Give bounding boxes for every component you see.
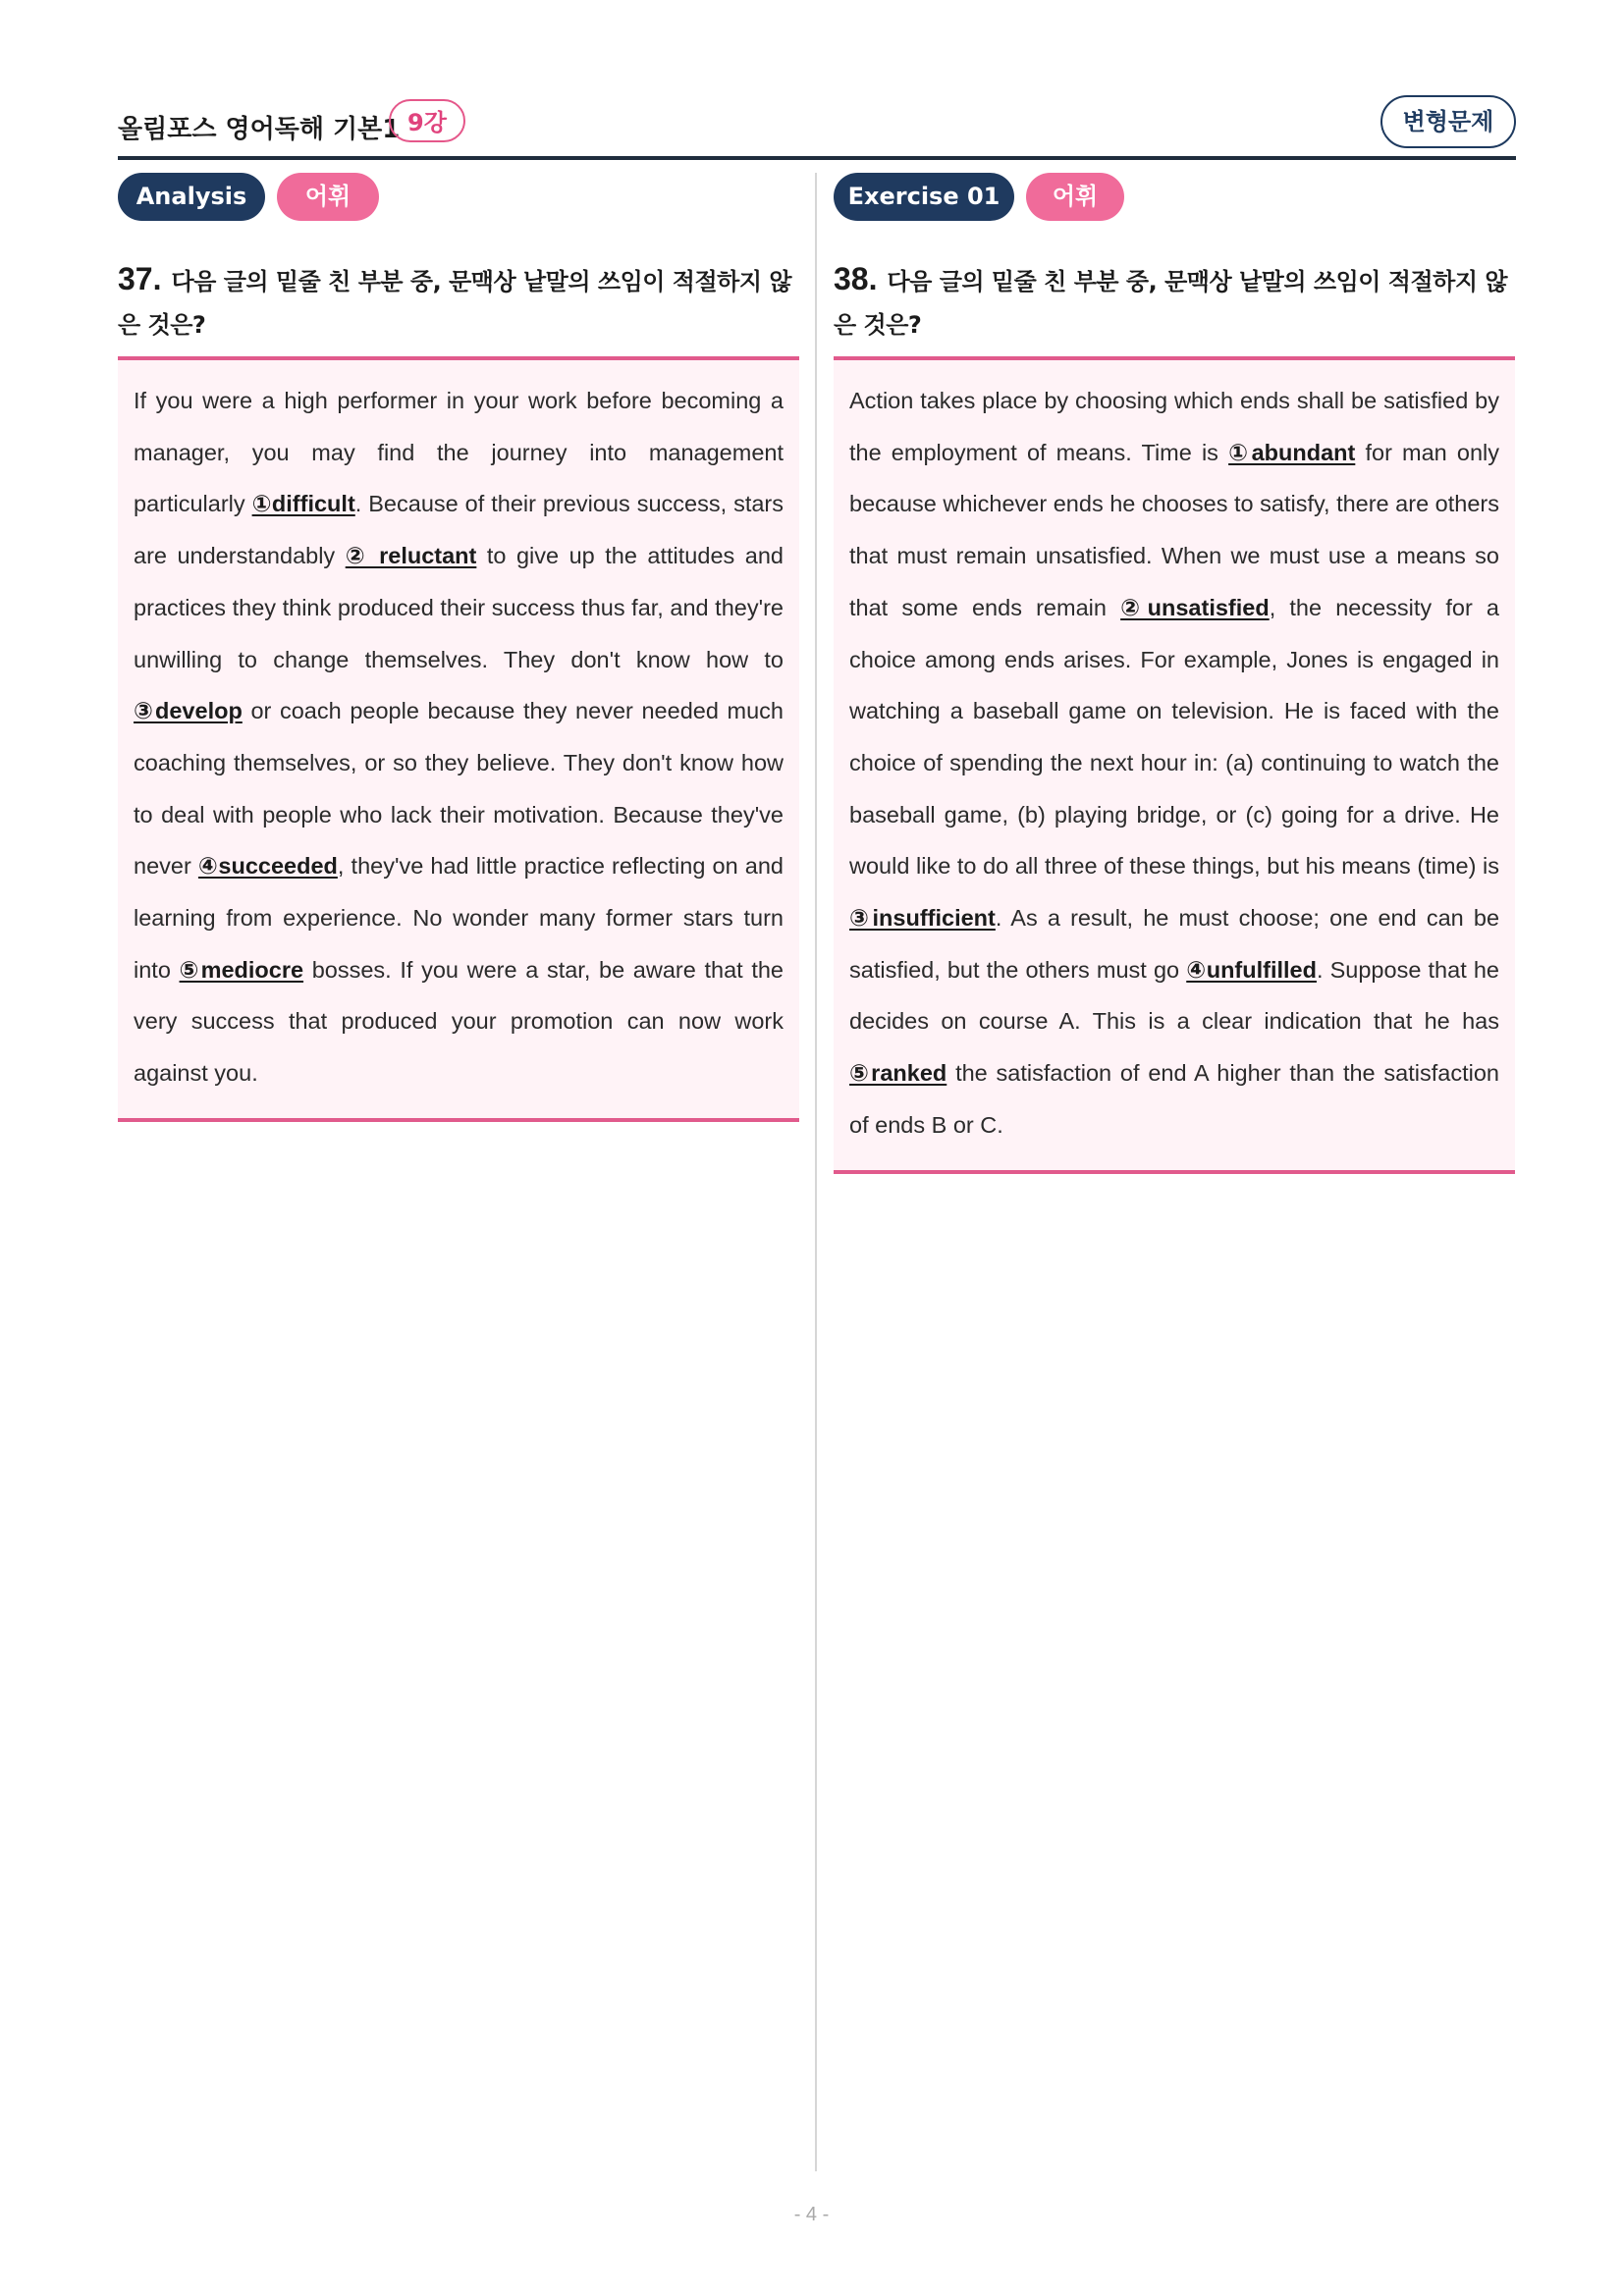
passage-segment: . Suppose that he decides on course A. This is a clear indication that he has	[849, 956, 1499, 1035]
underlined-choice-4: ④succeeded	[197, 853, 338, 880]
question-text: 다음 글의 밑줄 친 부분 중, 문맥상 낱말의 쓰임이 적절하지 않은 것은?	[118, 268, 792, 339]
column-divider	[815, 173, 817, 2171]
passage-text	[134, 375, 784, 1099]
underlined-choice-1: ①abundant	[1228, 439, 1356, 465]
book-title: 올림포스 영어독해 기본1	[118, 115, 401, 144]
underlined-choice-4: ④unfulfilled	[1186, 956, 1317, 983]
passage-segment: If you were a high performer in your work before becoming a manager, you may find the journey into management particularly	[134, 388, 784, 517]
left-tags	[118, 173, 799, 222]
passage-segment: the satisfaction of end A higher than the satisfaction of ends B or C.	[849, 1060, 1499, 1138]
passage-segment: to give up the attitudes and practices they think produced their success thus far, and they're unwilling to change themselves. They don't know how to	[134, 543, 784, 672]
passage-segment: bosses. If you were a star, be aware that the very success that produced your promotion can now work against you.	[134, 956, 784, 1087]
underlined-choice-1: ①difficult	[251, 491, 355, 517]
passage-segment: , they've had little practice reflecting on and learning from experience. No wonder many former stars turn into	[134, 853, 784, 983]
question-37	[118, 257, 799, 347]
right-tags	[834, 173, 1515, 222]
underlined-choice-3: ③insufficient	[849, 905, 996, 932]
question-number: 37.	[118, 261, 162, 296]
question-number: 38.	[834, 261, 878, 296]
passage-box	[118, 356, 799, 1122]
underlined-choice-5: ⑤ranked	[849, 1060, 947, 1087]
underlined-choice-2: ② reluctant	[345, 543, 477, 569]
vocabulary-tag: 어휘	[1026, 173, 1124, 221]
passage-segment: , the necessity for a choice among ends arises. For example, Jones is engaged in watching a baseball game on television. He is faced with the choice of spending the next hour in: (a) continuing to watch the baseball game, (b) playing bridge, or (c) going for a drive. He would like to do all three of these things, but his means (time) is	[849, 594, 1499, 880]
passage-box	[834, 356, 1515, 1174]
question-type-badge: 변형문제	[1380, 95, 1516, 148]
exercise-tag: Exercise 01	[834, 173, 1014, 221]
lesson-badge: 9강	[389, 99, 465, 142]
page-number: - 4 -	[793, 2204, 830, 2225]
header-divider	[118, 156, 1516, 160]
underlined-choice-2: ②unsatisfied	[1120, 594, 1270, 620]
passage-segment: Action takes place by choosing which ends shall be satisfied by the employment of means. Time is	[849, 388, 1499, 465]
passage-text	[849, 375, 1499, 1151]
right-column	[834, 173, 1515, 1138]
question-38	[834, 257, 1515, 347]
vocabulary-tag: 어휘	[277, 173, 379, 221]
underlined-choice-5: ⑤mediocre	[179, 956, 304, 983]
passage-segment: . As a result, he must choose; one end can be satisfied, but the others must go	[849, 905, 1500, 983]
passage-segment: for man only because whichever ends he chooses to satisfy, there are others that must remain unsatisfied. When we must use a means so that some ends remain	[849, 439, 1499, 620]
underlined-choice-3: ③develop	[134, 698, 243, 724]
question-text: 다음 글의 밑줄 친 부분 중, 문맥상 낱말의 쓰임이 적절하지 않은 것은?	[834, 268, 1508, 339]
passage-segment: . Because of their previous success, stars are understandably	[134, 491, 784, 569]
left-column	[118, 173, 799, 1087]
analysis-tag: Analysis	[118, 173, 265, 221]
page-header	[118, 95, 1516, 156]
passage-segment: or coach people because they never needed much coaching themselves, or so they believe. They don't know how to deal with people who lack their motivation. Because they've never	[134, 698, 784, 880]
